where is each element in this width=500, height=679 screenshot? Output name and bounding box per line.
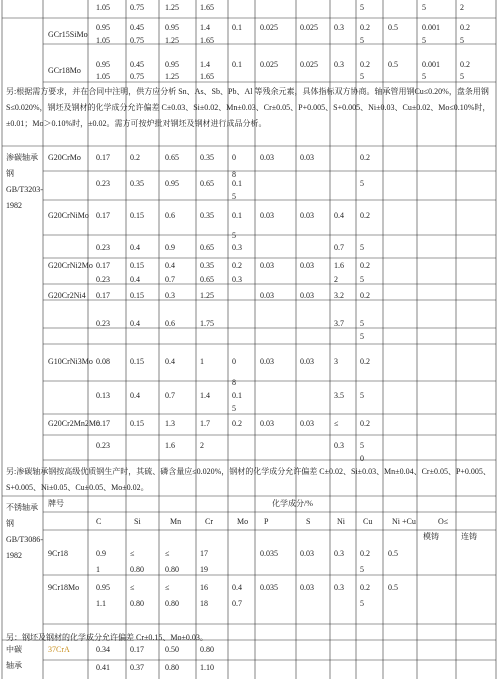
composition-value: 17 [200,549,208,558]
composition-value: 0.2 [360,23,370,32]
composition-value: 0.34 [96,645,110,654]
composition-value: 0.45 [130,23,144,32]
composition-value: 1.4 [200,23,210,32]
composition-value: 0.95 [165,60,179,69]
column-header: Mo [237,517,249,526]
composition-value: 0.80 [130,565,144,574]
composition-value: 0.03 [300,583,314,592]
column-header: Mn [170,517,182,526]
composition-value: 5 [360,36,364,45]
composition-value: 0.03 [260,357,274,366]
composition-value: 0.95 [96,60,110,69]
composition-value: 0.3 [334,23,344,32]
column-header: P [264,517,269,526]
composition-value: 0.23 [96,179,110,188]
composition-value: 0.5 [388,23,398,32]
composition-value: 0.035 [260,583,278,592]
composition-value: 5 [360,319,364,328]
composition-value: 0.4 [334,211,344,220]
composition-value: 0.001 [422,60,440,69]
composition-value: 1.05 [96,72,110,81]
composition-value: 0.3 [232,275,242,284]
composition-value: 0.035 [260,549,278,558]
composition-value: 0.3 [334,441,344,450]
composition-value: 0.65 [200,243,214,252]
composition-value: 5 [360,72,364,81]
composition-value: 0.75 [130,3,144,12]
composition-value: 0.13 [96,391,110,400]
composition-value: 0.5 [388,60,398,69]
composition-value: 0.80 [165,599,179,608]
composition-value: 0.7 [232,599,242,608]
grade-name: G10CrNi3Mo [48,357,93,366]
composition-value: 0.17 [96,211,110,220]
composition-value: 5 [360,441,364,450]
composition-value: 5 [360,391,364,400]
composition-value: 0.2 [232,419,242,428]
composition-value: 0.4 [130,243,140,252]
column-header: C [96,517,102,526]
column-header: Ni +Cu [392,517,416,526]
composition-value: 0.2 [360,60,370,69]
composition-value: 1.65 [200,72,214,81]
composition-value: 0.2 [360,153,370,162]
grade-name: G20Cr2Ni4 [48,291,86,300]
composition-value: 0.4 [130,391,140,400]
composition-value: 5 [422,72,426,81]
composition-value: 0.23 [96,275,110,284]
composition-value: 0.9 [96,549,106,558]
composition-value: 1.25 [200,291,214,300]
composition-value: 0.5 [388,549,398,558]
composition-value: 0.3 [334,549,344,558]
grade-name: G20CrMo [48,153,81,162]
composition-value: 0.23 [96,441,110,450]
composition-value: 0.17 [96,153,110,162]
composition-value: 0.03 [300,549,314,558]
composition-value: 0.17 [130,645,144,654]
composition-value: 0.65 [165,153,179,162]
composition-value: 0.2 [460,23,470,32]
composition-value: 5 [422,3,426,12]
grade-name: GCr18Mo [48,66,81,75]
section-label: 轴承 [6,661,22,670]
composition-value: 0.15 [130,211,144,220]
composition-value: 0.15 [130,419,144,428]
section-label: 中碳 [6,645,22,654]
composition-value: 0.03 [300,357,314,366]
composition-value: 1.75 [200,319,214,328]
composition-value: 0.80 [200,645,214,654]
composition-value: ≤ [130,549,135,558]
composition-value: 0.35 [200,153,214,162]
composition-value: 0.50 [165,645,179,654]
composition-value: ≤ [165,583,170,592]
composition-value: 0.2 [360,357,370,366]
composition-value: 0.7 [165,275,175,284]
composition-value: 2 [460,3,464,12]
composition-value: 0.03 [300,211,314,220]
composition-value: 5 [460,36,464,45]
composition-value: 0.4 [165,357,175,366]
composition-value: 0.03 [260,261,274,270]
composition-value: 0.3 [232,243,242,252]
section-label: 不锈轴承钢 GB/T3086-1982 [6,503,43,560]
composition-value: 0.1 [232,211,242,220]
column-header: S [306,517,311,526]
column-header: O≤ [438,517,449,526]
grade-name: GCr15SiMo [48,30,88,39]
composition-value: 0.65 [200,179,214,188]
grade-name: G20Cr2Mn2Mo [48,419,101,428]
composition-value: 0.65 [200,275,214,284]
composition-value: 0.03 [300,153,314,162]
composition-value: 1 [200,357,204,366]
cu-fragment: 0 [360,454,364,463]
composition-value: 0.3 [165,291,175,300]
composition-value: 0.17 [96,419,110,428]
note-text: 另:根据需方要求，并在合同中注明，供方应分析 Sn、As、Sb、Pb、Al 等残余元素，具体指标双方协商。轴承管用钢Cu≤0.20%，盘条用钢 S≤0.020%，钢坯及钢材的化学成分允许偏差 C±0.03、Si±0.02、Mn±0.03、Cr±0.05、P+0.005、S+0.005、Ni±0.03、Cu±0.02、Mo≤0.10%时，±0.01；Mo＞0.10%时，±0.02。需方可按炉批对钢坯及钢材进行成品分析。 [6,87,491,128]
composition-value: 0.75 [130,36,144,45]
composition-value: ≤ [334,419,339,428]
composition-value: 0.2 [360,261,370,270]
composition-value: 0.41 [96,663,110,672]
column-subheader: 模铸 [423,532,439,541]
composition-value: 0.1 [232,179,242,188]
cu-fragment: 5 [360,332,364,341]
composition-value: 1.7 [200,419,210,428]
composition-value: 1.65 [200,36,214,45]
column-header: Ni [337,517,345,526]
composition-value: 1.6 [334,261,344,270]
composition-value: 0.80 [165,663,179,672]
composition-value: 1.4 [200,391,210,400]
composition-value: 1.05 [96,3,110,12]
composition-value: 0.75 [130,72,144,81]
composition-value: 0.2 [360,583,370,592]
note-text: 另:渗碳轴承钢按高级优质钢生产时，其硫、磷含量应≤0.020%，钢材的化学成分允许偏差 C±0.02、Si±0.03、Mn±0.04、Cr±0.05、P+0.005、S+0.005、Ni±0.05、Cu±0.05、Mo±0.02。 [6,467,491,492]
composition-value: 0.001 [422,23,440,32]
composition-value: 0.23 [96,319,110,328]
composition-value: 19 [200,565,208,574]
composition-value: 0.025 [300,23,318,32]
composition-value: 0.15 [130,357,144,366]
section-label: 渗碳轴承钢 GB/T3203-1982 [6,153,43,210]
mo-fragment: 8 [232,378,236,387]
composition-value: 16 [200,583,208,592]
composition-value: 2 [334,275,338,284]
composition-value: 0.1 [232,23,242,32]
composition-value: 0.2 [232,261,242,270]
composition-value: 0.03 [260,153,274,162]
composition-value: 0.15 [130,261,144,270]
composition-value: 0.03 [260,291,274,300]
composition-value: 0.95 [96,583,110,592]
column-header: Cu [363,517,373,526]
composition-value: 0.2 [360,549,370,558]
composition-value: 0.03 [300,291,314,300]
composition-value: 0.2 [360,211,370,220]
mo-fragment: 5 [232,404,236,413]
composition-value: 0.35 [200,261,214,270]
composition-value: 0.7 [334,243,344,252]
composition-value: 0.1 [232,60,242,69]
composition-value: 0.3 [334,583,344,592]
column-header-grade: 牌号 [48,499,64,508]
composition-value: 0.025 [300,60,318,69]
composition-value: 0.80 [165,565,179,574]
composition-value: 0.1 [232,391,242,400]
column-subheader: 连铸 [461,532,477,541]
mo-fragment: 5 [232,192,236,201]
composition-value: 0.6 [165,211,175,220]
composition-value: 0.2 [130,153,140,162]
composition-value: 5 [460,72,464,81]
composition-value: 0.95 [165,23,179,32]
composition-value: 1 [96,565,100,574]
composition-value: 1.25 [165,3,179,12]
composition-value: 0.4 [130,319,140,328]
composition-value: 0.03 [300,261,314,270]
mo-fragment: 5 [232,231,236,240]
composition-value: 1.1 [96,599,106,608]
composition-value: 0.37 [130,663,144,672]
composition-value: 0.4 [232,583,242,592]
composition-value: 0.17 [96,261,110,270]
composition-value: 1.6 [165,441,175,450]
composition-value: 5 [360,3,364,12]
composition-value: 0.3 [334,60,344,69]
composition-value: 1.65 [200,3,214,12]
composition-value: 1.25 [165,72,179,81]
composition-value: 0.7 [165,391,175,400]
composition-value: 3 [334,357,338,366]
composition-value: 3.5 [334,391,344,400]
grade-name: 9Cr18 [48,549,68,558]
composition-value: 0.95 [96,23,110,32]
composition-value: 0.08 [96,357,110,366]
composition-value: 1.25 [165,36,179,45]
composition-value: 0.6 [165,319,175,328]
composition-value: 3.7 [334,319,344,328]
column-header: Si [134,517,141,526]
composition-value: 0.03 [300,419,314,428]
composition-value: 0.4 [165,261,175,270]
composition-value: ≤ [165,549,170,558]
composition-value: 1.4 [200,60,210,69]
grade-name: G20CrNi2Mo [48,261,93,270]
composition-value: ≤ [130,583,135,592]
grade-name: G20CrNiMo [48,211,89,220]
composition-value: 5 [422,36,426,45]
composition-value: 0.2 [460,60,470,69]
composition-value: 3.2 [334,291,344,300]
composition-value: 1.05 [96,36,110,45]
composition-value: 0.03 [260,211,274,220]
composition-value: 0.9 [165,243,175,252]
composition-value: 0.35 [200,211,214,220]
composition-value: 5 [360,243,364,252]
column-header-group: 化学成分/% [272,499,313,508]
composition-value: 0.4 [130,275,140,284]
composition-value: 1.3 [165,419,175,428]
composition-value: 2 [200,441,204,450]
composition-value: 0.95 [165,179,179,188]
grade-name: 37CrA [48,645,70,654]
composition-value: 0 [232,357,236,366]
composition-value: 0.35 [130,179,144,188]
composition-value: 0.17 [96,291,110,300]
composition-value: 0.5 [388,583,398,592]
composition-value: 0.23 [96,243,110,252]
note-text: 另：钢坯及钢材的化学成分允许偏差 Cr±0.15、Mo±0.03。 [6,633,208,642]
composition-value: 0.15 [130,291,144,300]
mo-fragment: 8 [232,170,236,179]
composition-value: 0.2 [360,419,370,428]
composition-value: 0.025 [260,60,278,69]
grade-name: 9Cr18Mo [48,583,80,592]
composition-value: 5 [360,565,364,574]
composition-value: 18 [200,599,208,608]
composition-value: 5 [360,179,364,188]
composition-value: 0.025 [260,23,278,32]
composition-value: 0.45 [130,60,144,69]
composition-value: 5 [360,275,364,284]
composition-value: 0.03 [260,419,274,428]
composition-value: 5 [360,599,364,608]
composition-value: 0.2 [360,291,370,300]
composition-value: 1.10 [200,663,214,672]
column-header: Cr [205,517,213,526]
composition-value: 0.80 [130,599,144,608]
composition-value: 0 [232,153,236,162]
